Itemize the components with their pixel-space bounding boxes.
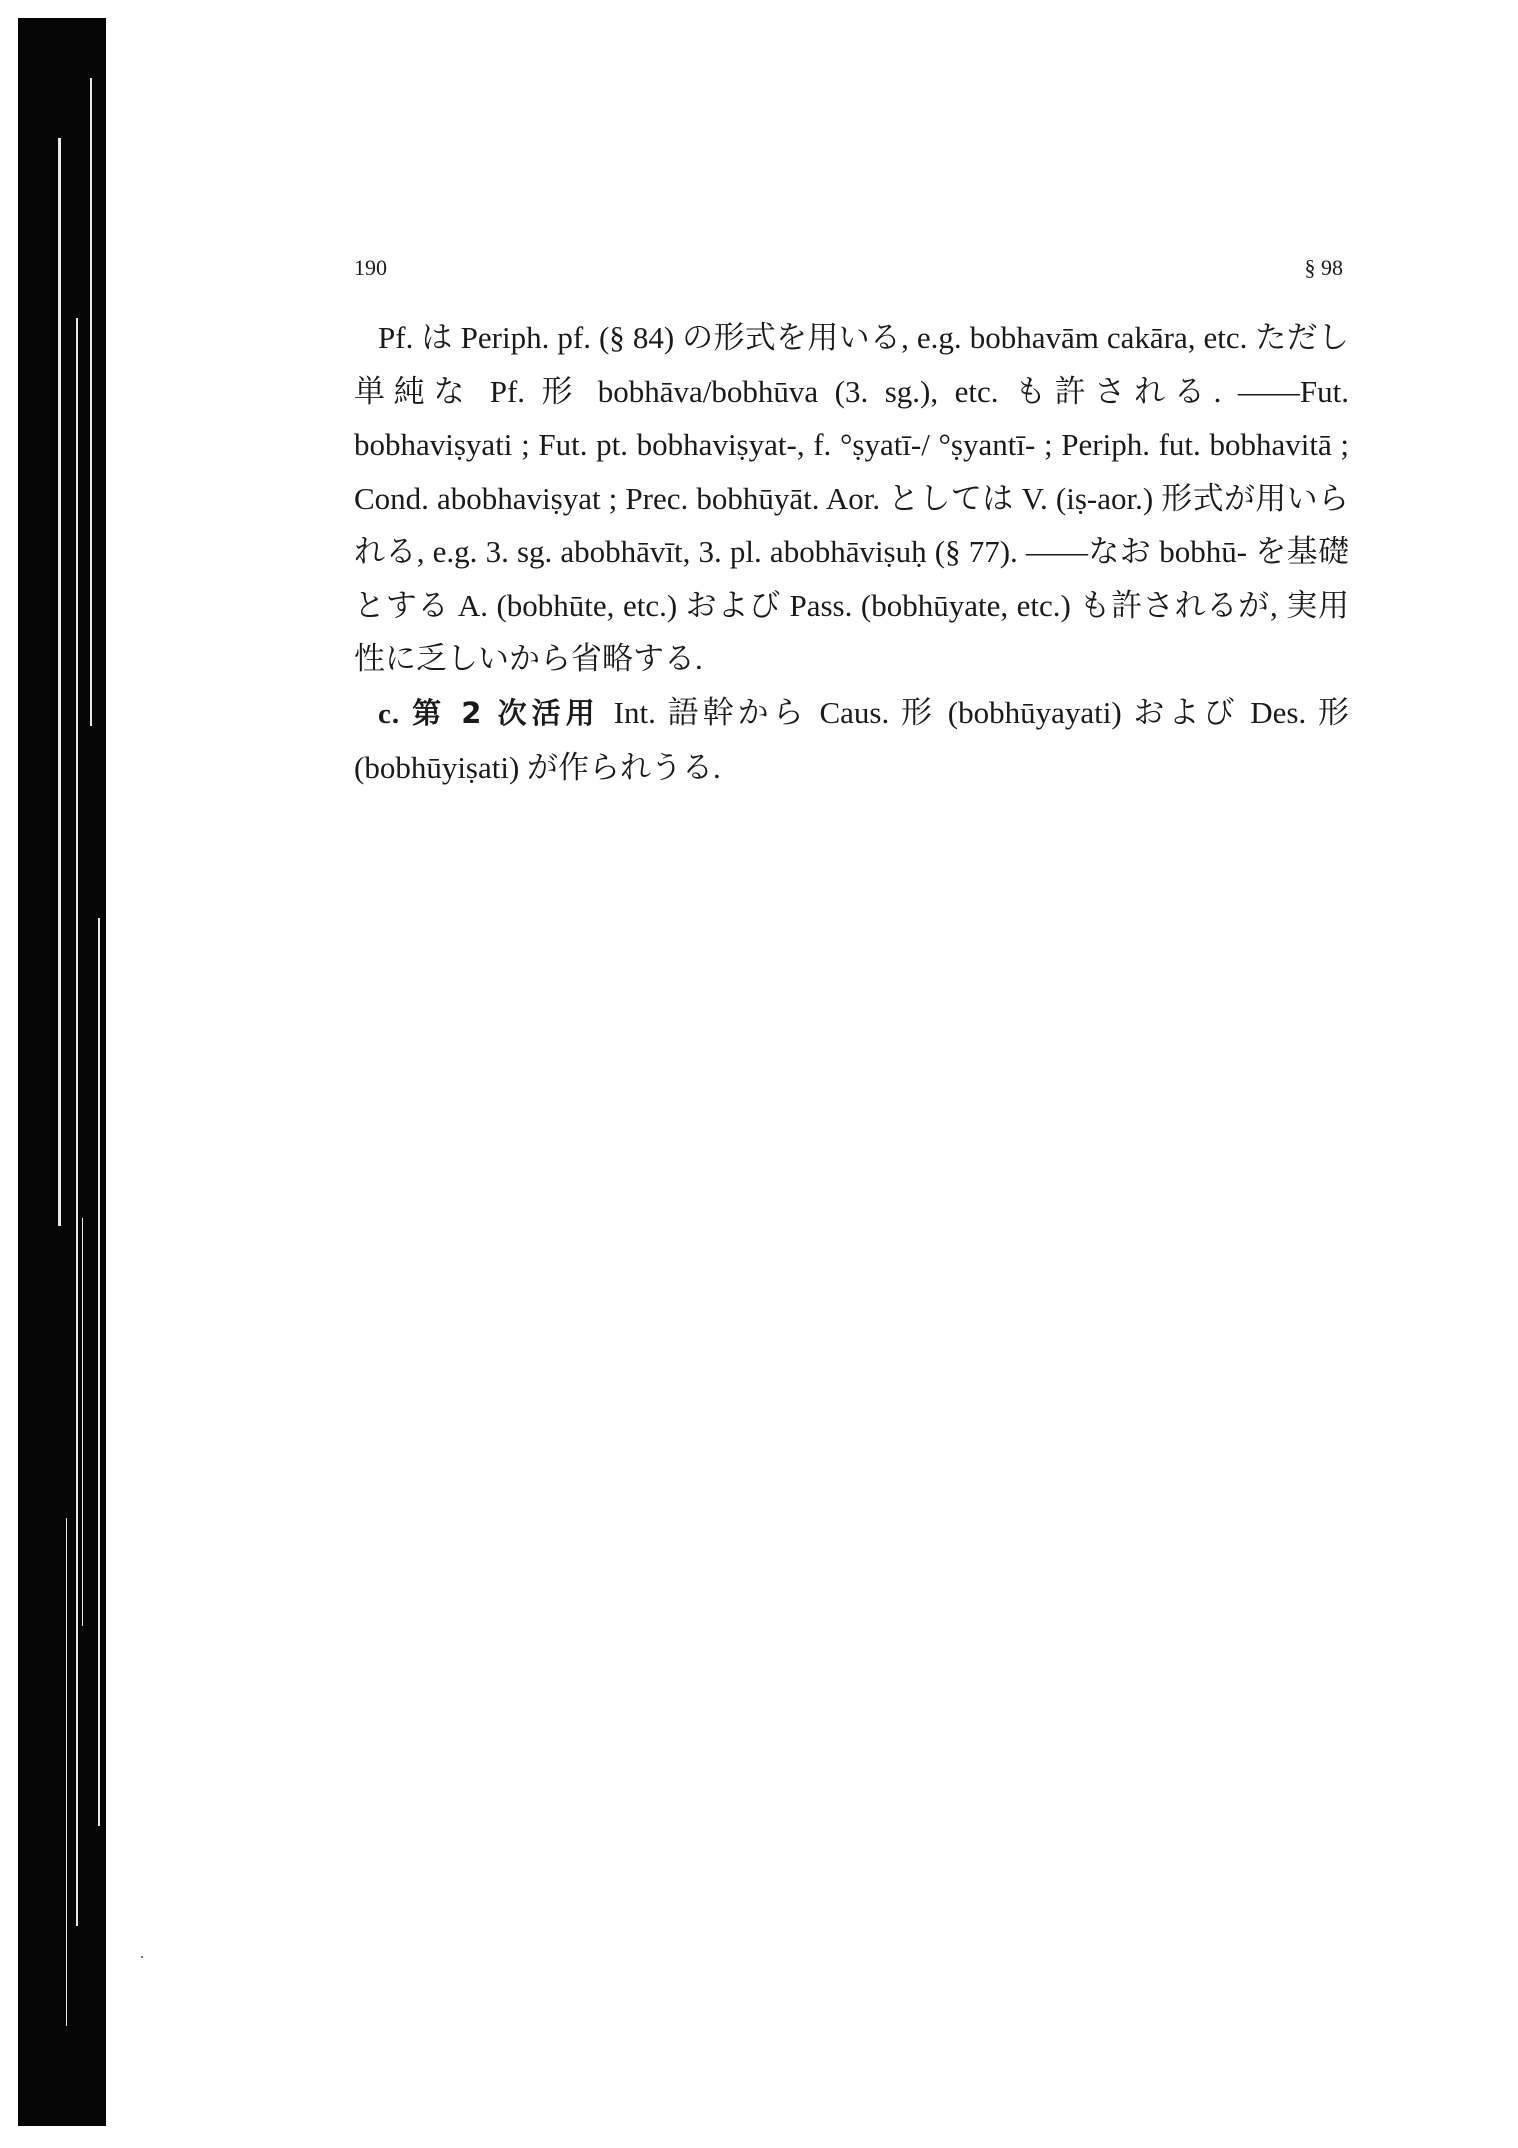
page-number: 190: [354, 255, 387, 280]
paragraph-perfect-forms: Pf. は Periph. pf. (§ 84) の形式を用いる, e.g. bobhavām cakāra, etc. ただし単純な Pf. 形 bobhāva/bobhūva (3. sg.), etc. も許される. ——Fut. bobhaviṣyati ; Fut. pt. bobhaviṣyat-, f. °ṣyatī-/ °ṣyantī- ; Periph. fut. bobhavitā ; Cond. abobhaviṣyat ; Prec. bobhūyāt. Aor. としては V. (iṣ-aor.) 形式が用いられる, e.g. 3. sg. abobhāvīt, 3. pl. abobhāviṣuḥ (§ 77). ——なお bobhū- を基礎とする A. (bobhūte, etc.) および Pass. (bobhūyate, etc.) も許されるが, 実用性に乏しいから省略する.: [354, 320, 1349, 676]
scan-streak: [98, 918, 100, 1826]
subsection-text: Int. 語幹から Caus. 形 (bobhūyayati) および Des. 形 (bobhūyiṣati) が作られうる.: [354, 694, 1349, 785]
body-text: [354, 311, 1349, 795]
scan-shadow-edge: [18, 18, 106, 2126]
subsection-label: c.: [378, 697, 401, 730]
book-page: [354, 255, 1349, 795]
scan-streak: [90, 78, 92, 726]
paragraph-secondary-conjugation: [354, 686, 1349, 795]
scan-streak: [66, 1518, 67, 2026]
scan-streak: [58, 138, 61, 1226]
scan-streak: [76, 318, 78, 1926]
running-head: [354, 255, 1349, 295]
section-number: § 98: [1304, 255, 1343, 280]
subsection-title: 第 2 次活用: [408, 695, 600, 730]
scan-streak: [82, 1218, 83, 1626]
subsection-heading: [378, 696, 600, 730]
margin-speck: [141, 1956, 143, 1958]
